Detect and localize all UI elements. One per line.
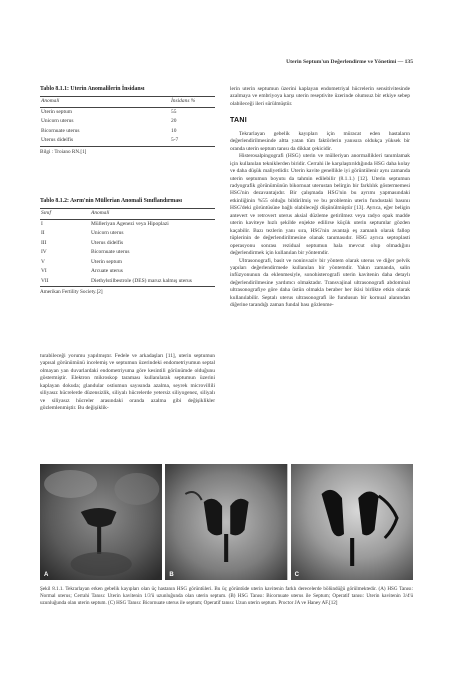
table-2 <box>40 198 215 296</box>
left-column-table-2 <box>40 198 215 296</box>
table-1-cell: 5-7 <box>171 137 179 144</box>
table-1-header-incidence: İnsidans % <box>171 98 196 105</box>
table-1-cell: Bicornuate uterus <box>41 127 80 134</box>
table-2-source: Amerikan Fertility Society.[2] <box>40 289 103 296</box>
table-2-cell: Diethylstilbestrole (DES) maruz kalmış uterus <box>91 277 192 284</box>
table-2-cell: VI <box>41 268 47 275</box>
table-2-cell: Uterus didelfis <box>91 239 124 246</box>
table-1-cell: Unicorn uterus <box>41 118 74 125</box>
table-1-cell: 55 <box>171 108 177 115</box>
body-paragraph: Histerosalpingografi (HSG) uterin ve mülleriyan anormallikleri tanımlamak için kullanılan tekniklerden biridir. Cerrahi ile karşılaştırıldığında HSG daha kolay ve daha düşük maliyetlidir. Uterin kavite genellikle iyi görüntülenir aynı zamanda uterin septumun boyutu da tahmin edilebilir (8.1.1.) [12]. Uterin septumun radyografik görünümünün bikornuat uterustan belirgin bir farklılık göstermemesi HSG'nin dezavantajıdır. Bir çalışmada HSG'nin bu ayrımı yapmasındaki etkinliğinin %55 olduğu bildirilmiş ve bu problemin uterin fundustaki basınıı HSG'deki görüntüsüne bağlı olabileceği düşünülmüştür [13]. Ayrıca, eğer beligin antevert ve retrovert uterus aksial düzleme getirilmez veya radyo opak madde uterin kaviteye hızlı şekilde enjekte edilirse küçük uterin septumlar gözden kaçabilir. Bazı tezlerin yanı sıra, HSG'nin avantajı eş zamanlı olarak fallop tüplerinin de değerlendirilmesine olanak tanımasıdır. HSG ayrıca septoplasti operasyonu sonrası rezidual septumun hala mevcut olup olmadığını değerlendirmek için kullanılan bir yöntemdir. <box>230 153 410 257</box>
xray-image-b <box>165 464 287 580</box>
table-1-row <box>40 117 215 126</box>
left-body-text <box>40 353 215 413</box>
table-2-cell: Arcuate uterus <box>91 268 123 275</box>
table-2-row <box>40 248 215 257</box>
table-1-cell: 20 <box>171 118 177 125</box>
table-2-cell: I <box>41 220 43 227</box>
section-heading: TANI <box>230 117 248 125</box>
table-1-cell: 10 <box>171 127 177 134</box>
table-2-row <box>40 258 215 267</box>
table-1-cell: Uterin septum <box>41 108 72 115</box>
table-2-cell: IV <box>41 249 47 256</box>
table-2-cell: Unicorn uterus <box>91 230 124 237</box>
table-2-cell: III <box>41 239 47 246</box>
panel-label-b: B <box>169 572 174 578</box>
body-paragraph: Tekrarlayan gebelik kayıpları için müracat eden hastaların değerlendirilmesinde altta yatan tüm faktörlerin yanısıra oldukça yüksek bir oranda uterin septum tanısı da dikkat çekicidir. <box>230 130 410 152</box>
table-1-header-anomaly: Anomali <box>41 98 60 105</box>
xray-image-a <box>40 464 162 580</box>
left-column <box>40 86 215 156</box>
table-2-header-anomaly: Anomali <box>91 210 110 217</box>
table-1-row <box>40 136 215 146</box>
table-2-row <box>40 229 215 238</box>
table-1-cell: Uterus didelfis <box>41 137 74 144</box>
table-2-cell: Mülleriyan Agenezi veya Hipoplazi <box>91 220 169 227</box>
table-1 <box>40 86 215 156</box>
right-column <box>230 86 410 310</box>
table-2-header-class: Sınıf <box>41 210 51 217</box>
hsg-image-c <box>291 464 413 580</box>
table-1-header <box>40 96 215 107</box>
body-paragraph: turabileceği yorumu yapılmıştır. Fedele ve arkadaşları [11], uterin septumun yapısal görünümünü incelemiş ve septumun üzerindeki endometriyumun septal olmayan yan duvarlardaki endometriyuma göre kesintili görünümde olduğunu göstermiştir. Elektron mikroskop taraması kullanılarak septumun üzerini kaplayan dokuda; glandular ostiumun sayısında azalma, seyrek microvillili siliyasız hücrelerde düzensizlik, siliyalı hücrelerde yetersiz siliyogenez, siliyalı ve siliyasız hücreler arasındaki oranda azalma gibi değişiklikler gözlemlenmiştir. Bu değişiklik- <box>40 353 215 412</box>
table-2-header <box>40 208 215 219</box>
table-1-title: Tablo 8.1.1: Uterin Anomalilerin İnsidansı <box>40 86 145 92</box>
hsg-image-b <box>165 464 287 580</box>
table-1-row <box>40 127 215 136</box>
table-2-row <box>40 239 215 248</box>
table-2-cell: Uterin septum <box>91 258 122 265</box>
table-2-cell: II <box>41 230 45 237</box>
figure-caption: Şekil 8.1.1. Tekrarlayan erken gebelik kayıpları olan üç hastanın HSG görüntüleri. Bu üç görüntüde uterin kavitenin farklı derecelerde bölündüğü görülmektedir. (A) HSG Tanısı: Normal uterus; Cerrahi Tanısı: Uterin kavitenin 1/3'ü uzunluğunda olan uterin septum. (B) HSG Tanısı: Bicornuate uterus ile Septum; Operatif tanısı: Uterin kavitenin 3/4'ü uzunluğunda olan uterin septum. (C) HSG Tanısı: Bicornuate uterus ile septum; Operatif tanısı: Uzun uterin septum. Proctor JA ve Haney AF.[12] <box>40 586 413 606</box>
table-2-row <box>40 277 215 287</box>
running-header: Uterin Septum'un Değerlendirme ve Yönetimi — 135 <box>286 59 413 65</box>
panel-label-c: C <box>294 572 299 578</box>
hsg-image-a <box>40 464 162 580</box>
table-2-row <box>40 220 215 229</box>
table-1-source: Bilgi : Troiano RN.[1] <box>40 148 87 155</box>
hsg-figure <box>40 464 413 580</box>
xray-image-c <box>291 464 413 580</box>
table-2-cell: Bicornuate uterus <box>91 249 130 256</box>
table-2-cell: V <box>41 258 45 265</box>
table-1-row <box>40 108 215 117</box>
body-paragraph: lerin uterin septumun üzerini kaplayan endometriyal hücrelerin sensitivitesinde azalmaya ve embriyoya karşı uterin reseptivite üzerinde olumsuz bir etkiye sebep olabileceği ileri sürülmüştür. <box>230 86 410 107</box>
panel-label-a: A <box>44 572 49 578</box>
table-2-row <box>40 267 215 276</box>
table-2-cell: VII <box>41 277 49 284</box>
body-paragraph: Ultrasonografi, basit ve noninvaziv bir yöntem olarak uterus ve diğer pelvik yapıları değerlendirmede kullanılan bir yöntemdir. Yakın zamanda, salin infüzyonunun da eklenmesiyle, sonohisterografi uterin kavitenin daha detaylı değerlendirilmesine yardımcı olmaktadır. Transvajinal ultrasonografi abdominal ultrasonografiye göre daha üstün olmakla beraber her ikisi birlikte etkin olarak kullanılabilir. Septalı uterus ultrasonografi ile fundusun bir kornual alanından diğerine tarandığı zaman fundal bası gözlenme- <box>230 257 410 309</box>
table-2-title: Tablo 8.1.2: Asrm'nin Müllerian Anomali Sınıflandırması <box>40 198 182 204</box>
